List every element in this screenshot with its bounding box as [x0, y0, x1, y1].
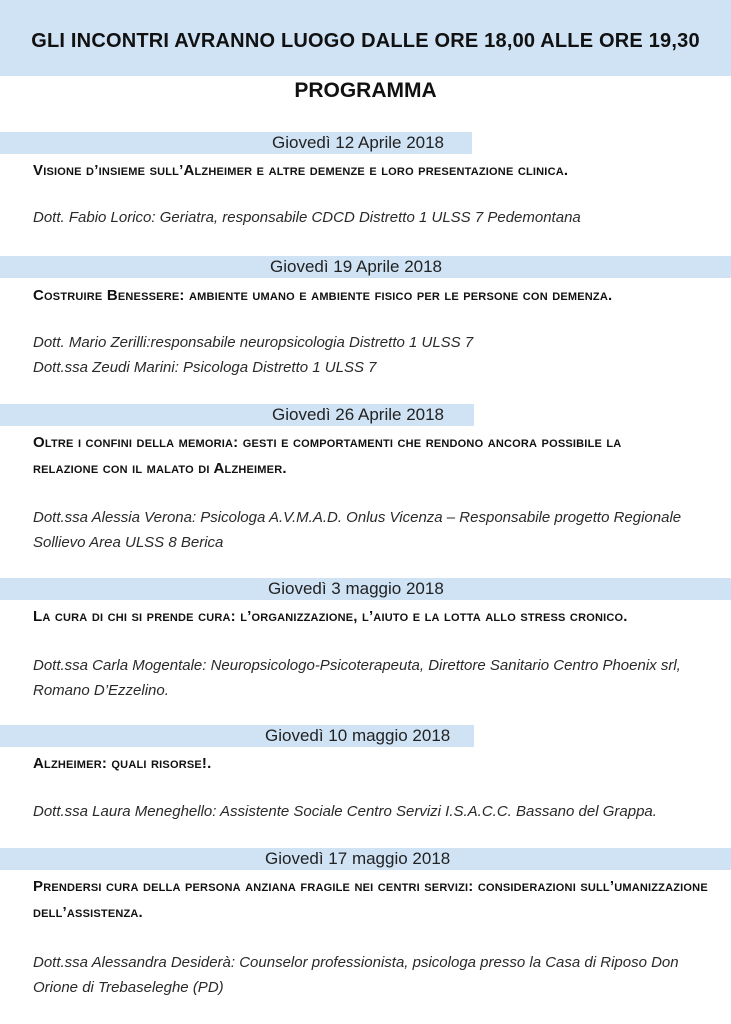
session-speaker: Dott.ssa Alessandra Desiderà: Counselor professionista, psicologa presso la Casa di Riposo Don Orione di Trebaseleghe (PD) [33, 954, 679, 996]
schedule-note: GLI INCONTRI AVRANNO LUOGO DALLE ORE 18,00 ALLE ORE 19,30 [31, 30, 700, 52]
session-speaker: Dott. Fabio Lorico: Geriatra, responsabile CDCD Distretto 1 ULSS 7 Pedemontana [33, 209, 581, 226]
session-topic: Costruire Benessere: ambiente umano e ambiente fisico per le persone con demenza. [33, 287, 613, 304]
session-date: Giovedì 10 maggio 2018 [265, 726, 451, 745]
session-topic: Oltre i confini della memoria: gesti e comportamenti che rendono ancora possibile la relazione con il malato di Alzheimer. [33, 434, 622, 477]
session-topic: Prendersi cura della persona anziana fragile nei centri servizi: considerazioni sull’umanizzazione dell’assistenza. [33, 878, 708, 921]
session-date: Giovedì 19 Aprile 2018 [270, 257, 443, 276]
session-topic: La cura di chi si prende cura: l’organizzazione, l’aiuto e la lotta allo stress cronico. [33, 608, 628, 625]
session-date: Giovedì 3 maggio 2018 [268, 579, 444, 598]
session-topic: Visione d’insieme sull’Alzheimer e altre demenze e loro presentazione clinica. [33, 162, 569, 179]
session-date: Giovedì 17 maggio 2018 [265, 849, 451, 868]
session-date: Giovedì 26 Aprile 2018 [272, 405, 445, 424]
session-speaker: Dott.ssa Alessia Verona: Psicologa A.V.M.A.D. Onlus Vicenza – Responsabile progetto Regionale Sollievo Area ULSS 8 Berica [33, 509, 682, 551]
header-banner [0, 0, 731, 76]
session-topic: Alzheimer: quali risorse!. [33, 755, 212, 772]
page-title: PROGRAMMA [294, 79, 437, 102]
session-speaker: Dott. Mario Zerilli:responsabile neuropsicologia Distretto 1 ULSS 7 [33, 334, 474, 351]
session-speaker: Dott.ssa Carla Mogentale: Neuropsicologo-Psicoterapeuta, Direttore Sanitario Centro Phoenix srl, Romano D’Ezzelino. [33, 657, 681, 699]
session-speaker: Dott.ssa Zeudi Marini: Psicologa Distretto 1 ULSS 7 [33, 359, 377, 376]
session-speaker: Dott.ssa Laura Meneghello: Assistente Sociale Centro Servizi I.S.A.C.C. Bassano del Grappa. [33, 803, 657, 820]
session-date: Giovedì 12 Aprile 2018 [272, 133, 445, 152]
